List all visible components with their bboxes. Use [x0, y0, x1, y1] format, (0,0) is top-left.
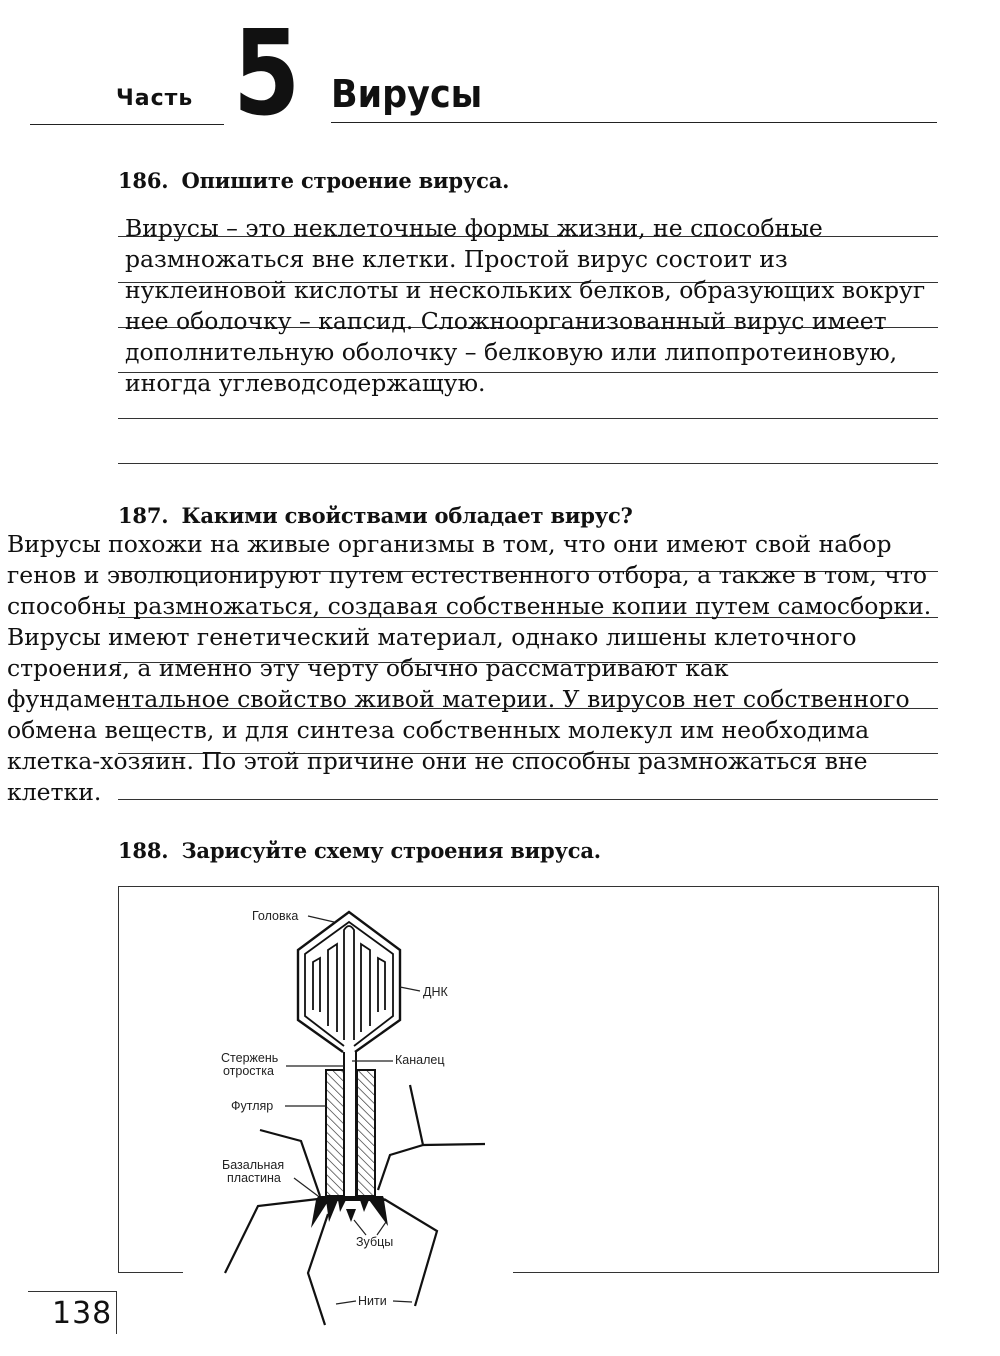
answer-line: нее оболочку – капсид. Сложноорганизованный вирус имеет — [125, 307, 887, 335]
label-base-plate: Базальная — [222, 1158, 285, 1172]
label-dna: ДНК — [423, 985, 448, 999]
answer-line: обмена веществ, и для синтеза собственных молекул им необходима — [7, 716, 870, 744]
question-text: Зарисуйте схему строения вируса. — [181, 838, 601, 863]
part-label: Часть — [116, 86, 194, 111]
question-number: 186. — [118, 168, 169, 193]
answer-line: размножаться вне клетки. Простой вирус состоит из — [125, 245, 788, 273]
answer-line: генов и эволюционируют путем естественного отбора, а также в том, что — [7, 561, 928, 589]
answer-line: иногда углеводсодержащую. — [125, 369, 486, 397]
answer-line: клетка-хозяин. По этой причине они не способны размножаться вне — [7, 747, 868, 775]
label-teeth: Зубцы — [356, 1235, 394, 1249]
page-number-side-rule — [116, 1291, 117, 1334]
label-channel: Каналец — [395, 1053, 445, 1067]
answer-line: Вирусы имеют генетический материал, однако лишены клеточного — [7, 623, 857, 651]
page-number-rule — [28, 1291, 116, 1292]
tail-sheath-left — [326, 1070, 344, 1196]
question-number: 188. — [118, 838, 169, 863]
answer-line: нуклеиновой кислоты и нескольких белков, образующих вокруг — [125, 276, 926, 304]
label-head: Головка — [252, 909, 299, 923]
question-text: Какими свойствами обладает вирус? — [181, 503, 633, 528]
label-fibers: Нити — [358, 1294, 387, 1308]
label-tail-core: Стержень — [221, 1051, 279, 1065]
answer-line: дополнительную оболочку – белковую или липопротеиновую, — [125, 338, 898, 366]
teeth — [311, 1200, 388, 1228]
answer-line: Вирусы похожи на живые организмы в том, что они имеют свой набор — [7, 530, 892, 558]
dna-strand — [313, 926, 385, 1040]
label-sheath: Футляр — [231, 1099, 274, 1113]
question-text: Опишите строение вируса. — [181, 168, 510, 193]
tail-sheath-right — [357, 1070, 375, 1196]
chapter-title: Вирусы — [331, 72, 483, 116]
answer-line: способны размножаться, создавая собственные копии путем самосборки. — [7, 592, 932, 620]
page-number: 138 — [52, 1296, 113, 1331]
answer-line: строения, а именно эту черту обычно рассматривают как — [7, 654, 729, 682]
answer-line: клетки. — [7, 778, 102, 806]
label-tail-core-2: отростка — [223, 1064, 274, 1078]
question-number: 187. — [118, 503, 169, 528]
answer-line: Вирусы – это неклеточные формы жизни, не способные — [125, 214, 823, 242]
part-number: 5 — [233, 4, 298, 142]
answer-line: фундаментальное свойство живой материи. У вирусов нет собственного — [7, 685, 910, 713]
label-base-plate-2: пластина — [227, 1171, 281, 1185]
